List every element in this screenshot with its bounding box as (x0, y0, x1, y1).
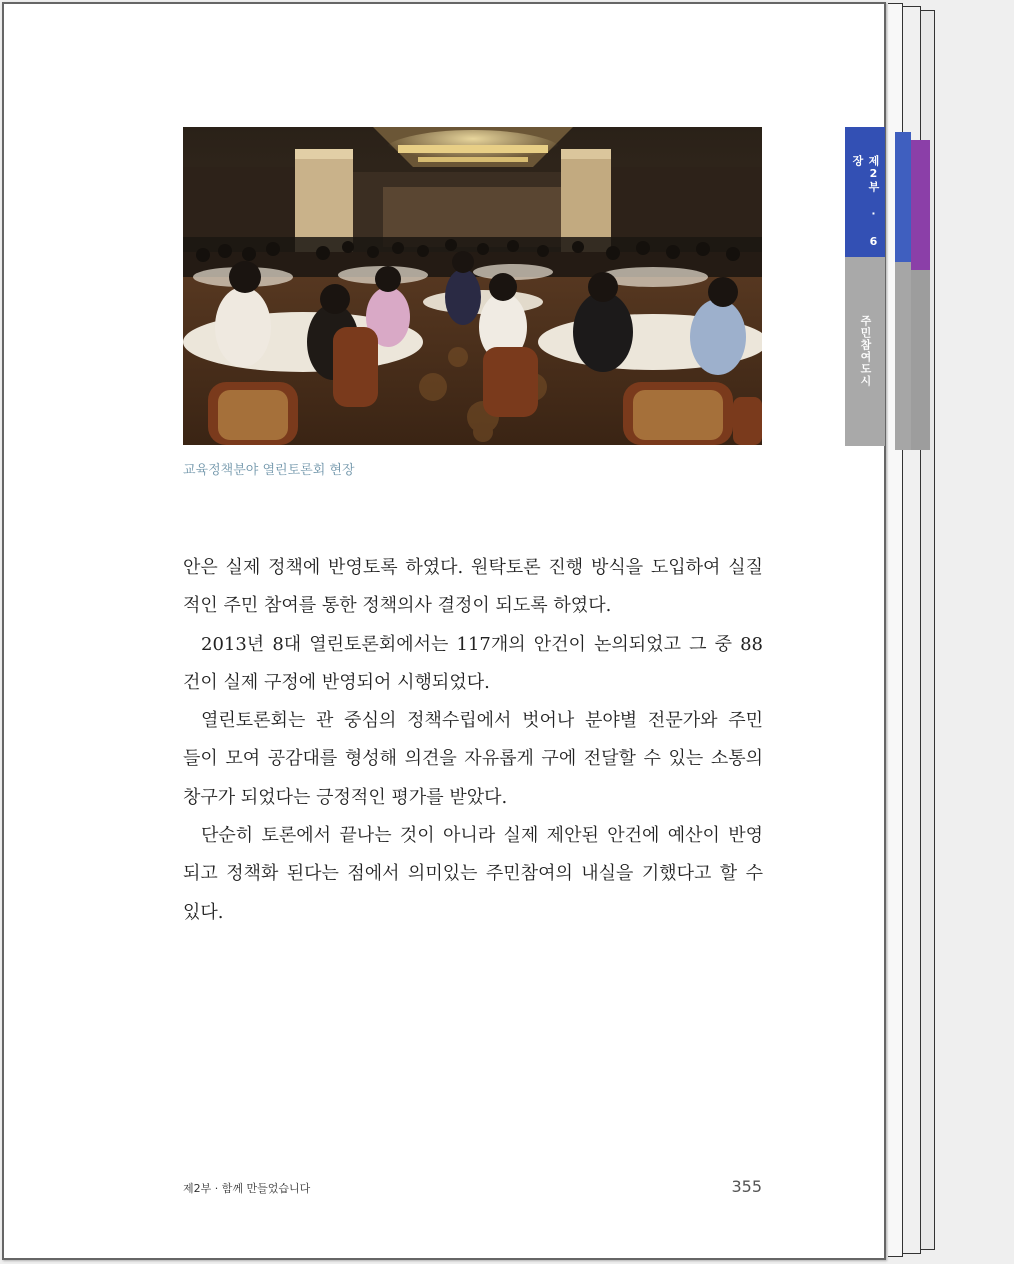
edge-tab-gray-middle (895, 262, 911, 450)
text-line: 들이 모여 공감대를 형성해 의견을 자유롭게 구에 전달할 수 있는 소통의 (183, 748, 763, 770)
section-tab[interactable] (845, 257, 885, 446)
edge-tab-blue (895, 132, 911, 262)
paragraph (183, 702, 763, 817)
paragraph (183, 549, 763, 626)
text-line: 있다. (183, 901, 224, 923)
edge-tab-purple (911, 140, 930, 270)
text-line: 단순히 토론에서 끝나는 것이 아니라 실제 제안된 안건에 예산이 반영 (201, 825, 763, 847)
text-line: 안은 실제 정책에 반영토록 하였다. 원탁토론 진행 방식을 도입하여 실질 (183, 557, 763, 578)
paragraph (183, 626, 763, 703)
text-line: 열린토론회는 관 중심의 정책수립에서 벗어나 분야별 전문가와 주민 (201, 710, 763, 732)
banquet-hall-illustration (183, 127, 762, 445)
text-line: 되고 정책화 된다는 점에서 의미있는 주민참여의 내실을 기했다고 할 수 (183, 863, 763, 885)
forum-photo (183, 127, 762, 445)
footer-section-title: 제2부 · 함께 만들었습니다 (183, 1182, 311, 1195)
edge-tab-gray-back (911, 270, 930, 450)
body-text (183, 549, 763, 932)
section-tab-label: 주민참여도시 (859, 315, 872, 387)
chapter-tab-label: 제2부 · 6장 (851, 155, 880, 249)
text-line: 적인 주민 참여를 통한 정책의사 결정이 되도록 하였다. (183, 595, 612, 617)
text-line: 창구가 되었다는 긍정적인 평가를 받았다. (183, 786, 508, 808)
paragraph (183, 817, 763, 932)
text-line: 2013년 8대 열린토론회에서는 117개의 안건이 논의되었고 그 중 88 (201, 633, 763, 655)
page-number: 355 (731, 1177, 762, 1196)
text-line: 건이 실제 구정에 반영되어 시행되었다. (183, 671, 490, 693)
photo-caption: 교육정책분야 열린토론회 현장 (183, 463, 355, 478)
chapter-tab[interactable] (845, 127, 885, 257)
